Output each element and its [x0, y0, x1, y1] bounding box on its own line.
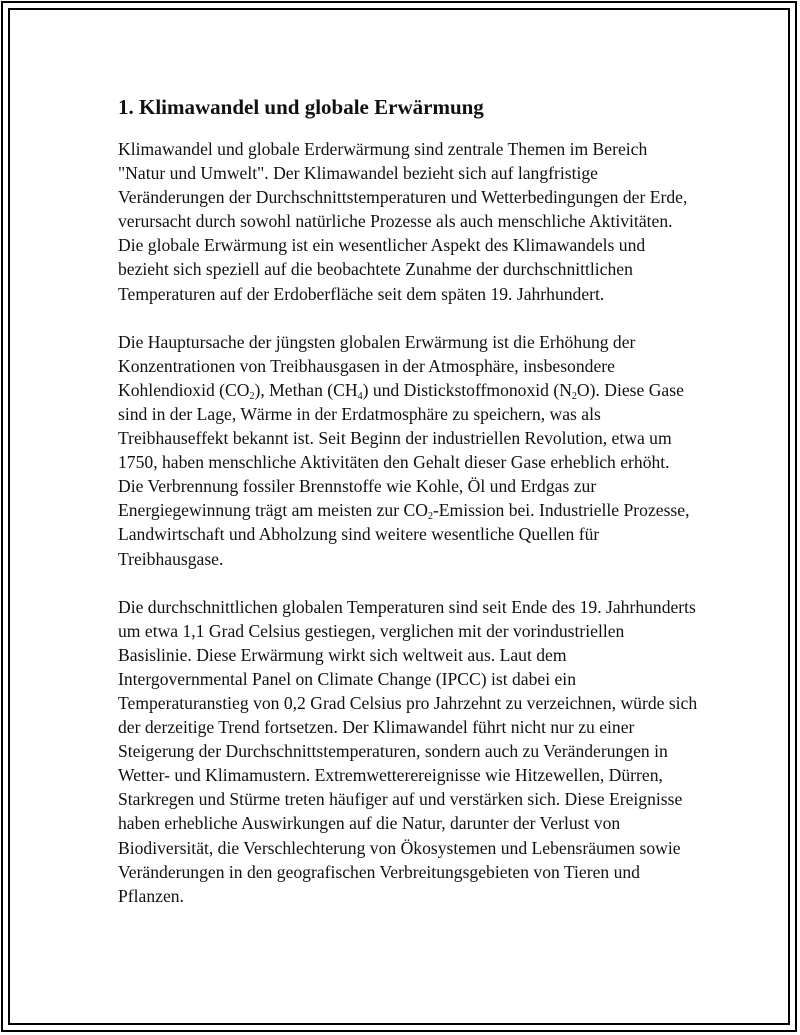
- subscript-n2o: 2: [571, 390, 577, 402]
- subscript-co2: 2: [249, 390, 255, 402]
- subscript-ch4: 4: [357, 390, 363, 402]
- paragraph-text-segment: -Emission bei. Industrielle Prozesse, Landwirtschaft und Abholzung sind weitere wesentliche Quellen für Treibhausgase.: [118, 500, 690, 569]
- paragraph-text-segment: ) und Distickstoffmonoxid (N: [362, 379, 572, 400]
- paragraph-text-segment: Die Hauptursache der jüngsten globalen Erwärmung ist die Erhöhung der Konzentrationen von Treibhausgasen in der Atmosphäre, insbesondere Kohlendioxid (CO: [118, 331, 636, 400]
- section-heading: 1. Klimawandel und globale Erwärmung: [118, 95, 484, 119]
- paragraph-climate-intro: Klimawandel und globale Erderwärmung sind zentrale Themen im Bereich "Natur und Umwelt". Der Klimawandel bezieht sich auf langfristige Veränderungen der Durchschnittstemperaturen und Wetterbedingungen der Erde, verursacht durch sowohl natürliche Prozesse als auch menschliche Aktivitäten. Die globale Erwärmung ist ein wesentlicher Aspekt des Klimawandels und bezieht sich speziell auf die beobachtete Zunahme der durchschnittlichen Temperaturen auf der Erdoberfläche seit dem späten 19. Jahrhundert.: [118, 139, 688, 304]
- subscript-co2-emission: 2: [427, 511, 433, 523]
- paragraph-text-segment: ), Methan (CH: [254, 379, 358, 400]
- paragraph-greenhouse-gases: [118, 330, 698, 571]
- paragraph-text-segment: O). Diese Gase sind in der Lage, Wärme in der Erdatmosphäre zu speichern, was als Treibhauseffekt bekannt ist. Seit Beginn der industriellen Revolution, etwa um 1750, haben menschliche Aktivitäten den Gehalt dieser Gase erheblich erhöht. Die Verbrennung fossiler Brennstoffe wie Kohle, Öl und Erdgas zur Energiegewinnung trägt am meisten zur CO: [118, 379, 684, 521]
- paragraph-temperature-rise: Die durchschnittlichen globalen Temperaturen sind seit Ende des 19. Jahrhunderts um etwa 1,1 Grad Celsius gestiegen, verglichen mit der vorindustriellen Basislinie. Diese Erwärmung wirkt sich weltweit aus. Laut dem Intergovernmental Panel on Climate Change (IPCC) ist dabei ein Temperaturanstieg von 0,2 Grad Celsius pro Jahrzehnt zu verzeichnen, würde sich der derzeitige Trend fortsetzen. Der Klimawandel führt nicht nur zu einer Steigerung der Durchschnittstemperaturen, sondern auch zu Veränderungen in Wetter- und Klimamustern. Extremwetterereignisse wie Hitzewellen, Dürren, Starkregen und Stürme treten häufiger auf und verstärken sich. Diese Ereignisse haben erhebliche Auswirkungen auf die Natur, darunter der Verlust von Biodiversität, die Verschlechterung von Ökosystemen und Lebensräumen sowie Veränderungen in den geografischen Verbreitungsgebieten von Tieren und Pflanzen.: [118, 596, 698, 906]
- document-body: [118, 88, 698, 932]
